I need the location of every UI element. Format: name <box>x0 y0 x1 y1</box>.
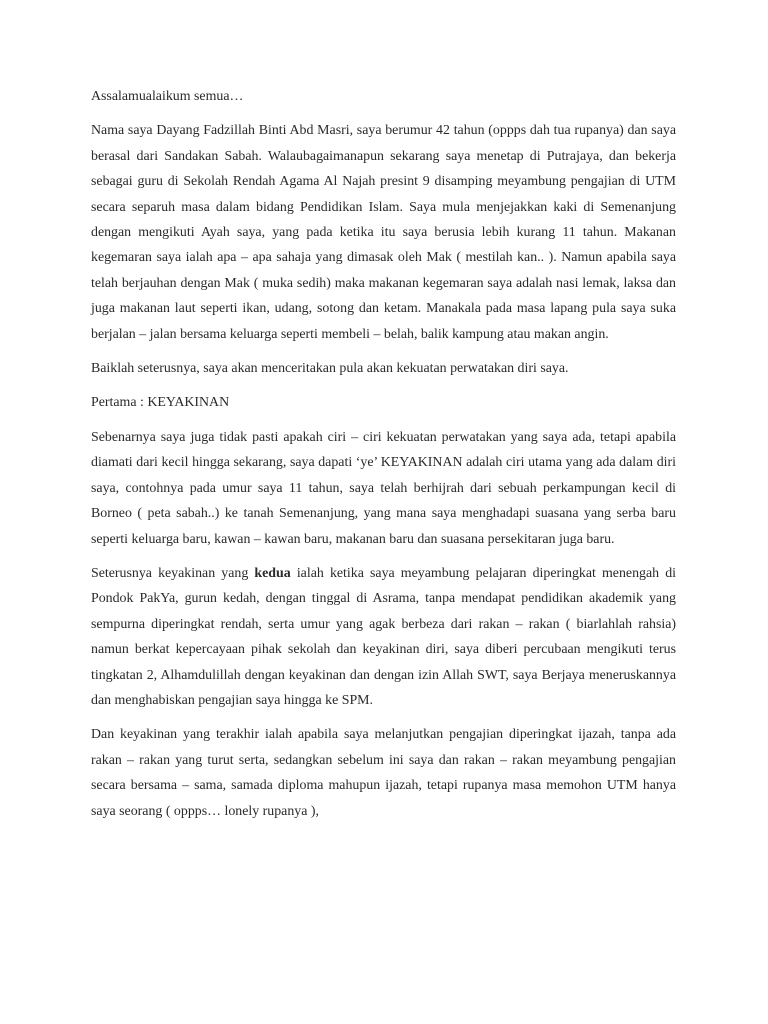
greeting-paragraph: Assalamualaikum semua… <box>91 89 244 104</box>
document-body <box>91 84 676 833</box>
keyakinan-second-paragraph <box>91 561 676 713</box>
intro-paragraph: Nama saya Dayang Fadzillah Binti Abd Masri, saya berumur 42 tahun (oppps dah tua rupanya) dan saya berasal dari Sandakan Sabah. Walaubagaimanapun sekarang saya menetap di Putrajaya, dan bekerja sebagai guru di Sekolah Rendah Agama Al Najah presint 9 disamping meyambung pengajian di UTM secara separuh masa dalam bidang Pendidikan Islam. Saya mula menjejakkan kaki di Semenanjung dengan mengikuti Ayah saya, yang pada ketika itu saya berusia lebih kurang 11 tahun. Makanan kegemaran saya ialah apa – apa sahaja yang dimasak oleh Mak ( mestilah kan.. ). Namun apabila saya telah berjauhan dengan Mak ( muka sedih) maka makanan kegemaran saya adalah nasi lemak, laksa dan juga makanan laut seperti ikan, udang, sotong dan ketam. Manakala pada masa lapang pula saya suka berjalan – jalan bersama keluarga seperti membeli – belah, balik kampung atau makan angin. <box>91 123 676 342</box>
second-paragraph-bold-word: kedua <box>254 565 291 581</box>
section-heading: Pertama : KEYAKINAN <box>91 395 230 411</box>
keyakinan-last-paragraph: Dan keyakinan yang terakhir ialah apabila saya melanjutkan pengajian diperingkat ijazah, tanpa ada rakan – rakan yang turut serta, sedangkan sebelum ini saya dan rakan – rakan meyambung pengajian secara bersama – sama, samada diploma mahupun ijazah, tetapi rupanya masa memohon UTM hanya saya seorang ( oppps… lonely rupanya ), <box>91 727 676 819</box>
keyakinan-first-paragraph: Sebenarnya saya juga tidak pasti apakah ciri – ciri kekuatan perwatakan yang saya ada, tetapi apabila diamati dari kecil hingga sekarang, saya dapati ‘ye’ KEYAKINAN adalah ciri utama yang ada dalam diri saya, contohnya pada umur saya 11 tahun, saya telah berhijrah dari sebuah perkampungan kecil di Borneo ( peta sabah..) ke tanah Semenanjung, yang mana saya menghadapi suasana yang serba baru seperti keluarga baru, kawan – kawan baru, makanan baru dan suasana persekitaran juga baru. <box>91 429 676 547</box>
transition-paragraph: Baiklah seterusnya, saya akan menceritakan pula akan kekuatan perwatakan diri saya. <box>91 361 569 377</box>
second-paragraph-rest: ialah ketika saya meyambung pelajaran diperingkat menengah di Pondok PakYa, gurun kedah, dengan tinggal di Asrama, tanpa mendapat pendidikan akademik yang sempurna diperingkat rendah, serta umur yang agak berbeza dari rakan – rakan ( biarlahlah rahsia) namun berkat kepercayaan pihak sekolah dan keyakinan diri, saya diberi percubaan mengikuti terus tingkatan 2, Alhamdulillah dengan keyakinan dan dengan izin Allah SWT, saya Berjaya meneruskannya dan menghabiskan pengajian saya hingga ke SPM. <box>91 565 677 708</box>
second-paragraph-lead: Seterusnya keyakinan yang <box>91 565 255 581</box>
